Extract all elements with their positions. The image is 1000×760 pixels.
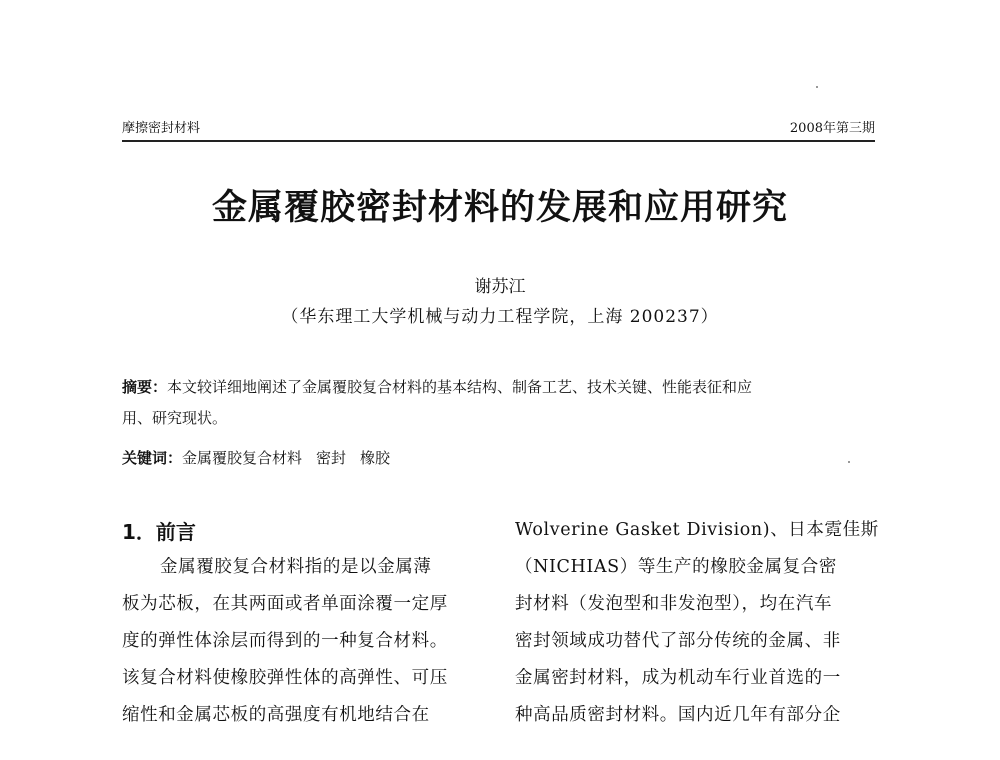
author-affiliation: （华东理工大学机械与动力工程学院，上海 200237） — [281, 307, 719, 327]
body-line: 度的弹性体涂层而得到的一种复合材料。 — [122, 631, 448, 651]
header-rule — [122, 140, 875, 142]
scan-speck — [848, 461, 850, 463]
author-name: 谢苏江 — [474, 277, 526, 297]
body-line: 封材料（发泡型和非发泡型），均在汽车 — [515, 594, 833, 614]
keyword-item: 密封 — [316, 449, 347, 467]
body-line: 该复合材料使橡胶弹性体的高弹性、可压 — [122, 668, 448, 688]
scan-speck — [816, 86, 818, 88]
journal-name: 摩擦密封材料 — [122, 121, 201, 136]
abstract-line-2: 用、研究现状。 — [122, 409, 228, 427]
keyword-item: 橡胶 — [360, 449, 391, 467]
keyword-item: 金属覆胶复合材料 — [182, 449, 303, 467]
body-line: 缩性和金属芯板的高强度有机地结合在 — [122, 705, 430, 725]
keywords-label: 关键词： — [122, 449, 183, 467]
section-heading: 1．前言 — [122, 520, 196, 544]
abstract-line-1: 本文较详细地阐述了金属覆胶复合材料的基本结构、制备工艺、技术关键、性能表征和应 — [167, 378, 753, 396]
body-line: 金属覆胶复合材料指的是以金属薄 — [160, 557, 432, 577]
body-line: Wolverine Gasket Division)、日本霓佳斯 — [515, 520, 879, 540]
right-column — [515, 512, 877, 734]
paper-title: 金属覆胶密封材料的发展和应用研究 — [211, 188, 788, 228]
body-line: （NICHIAS）等生产的橡胶金属复合密 — [515, 557, 837, 577]
body-line: 密封领域成功替代了部分传统的金属、非 — [515, 631, 841, 651]
issue-label: 2008年第三期 — [789, 121, 875, 136]
body-line: 板为芯板，在其两面或者单面涂覆一定厚 — [122, 594, 448, 614]
abstract-label: 摘要： — [122, 378, 168, 396]
left-column — [122, 549, 484, 734]
abstract — [122, 372, 877, 434]
body-line: 金属密封材料，成为机动车行业首选的一 — [515, 668, 841, 688]
keywords — [122, 446, 877, 470]
body-line: 种高品质密封材料。国内近几年有部分企 — [515, 705, 841, 725]
